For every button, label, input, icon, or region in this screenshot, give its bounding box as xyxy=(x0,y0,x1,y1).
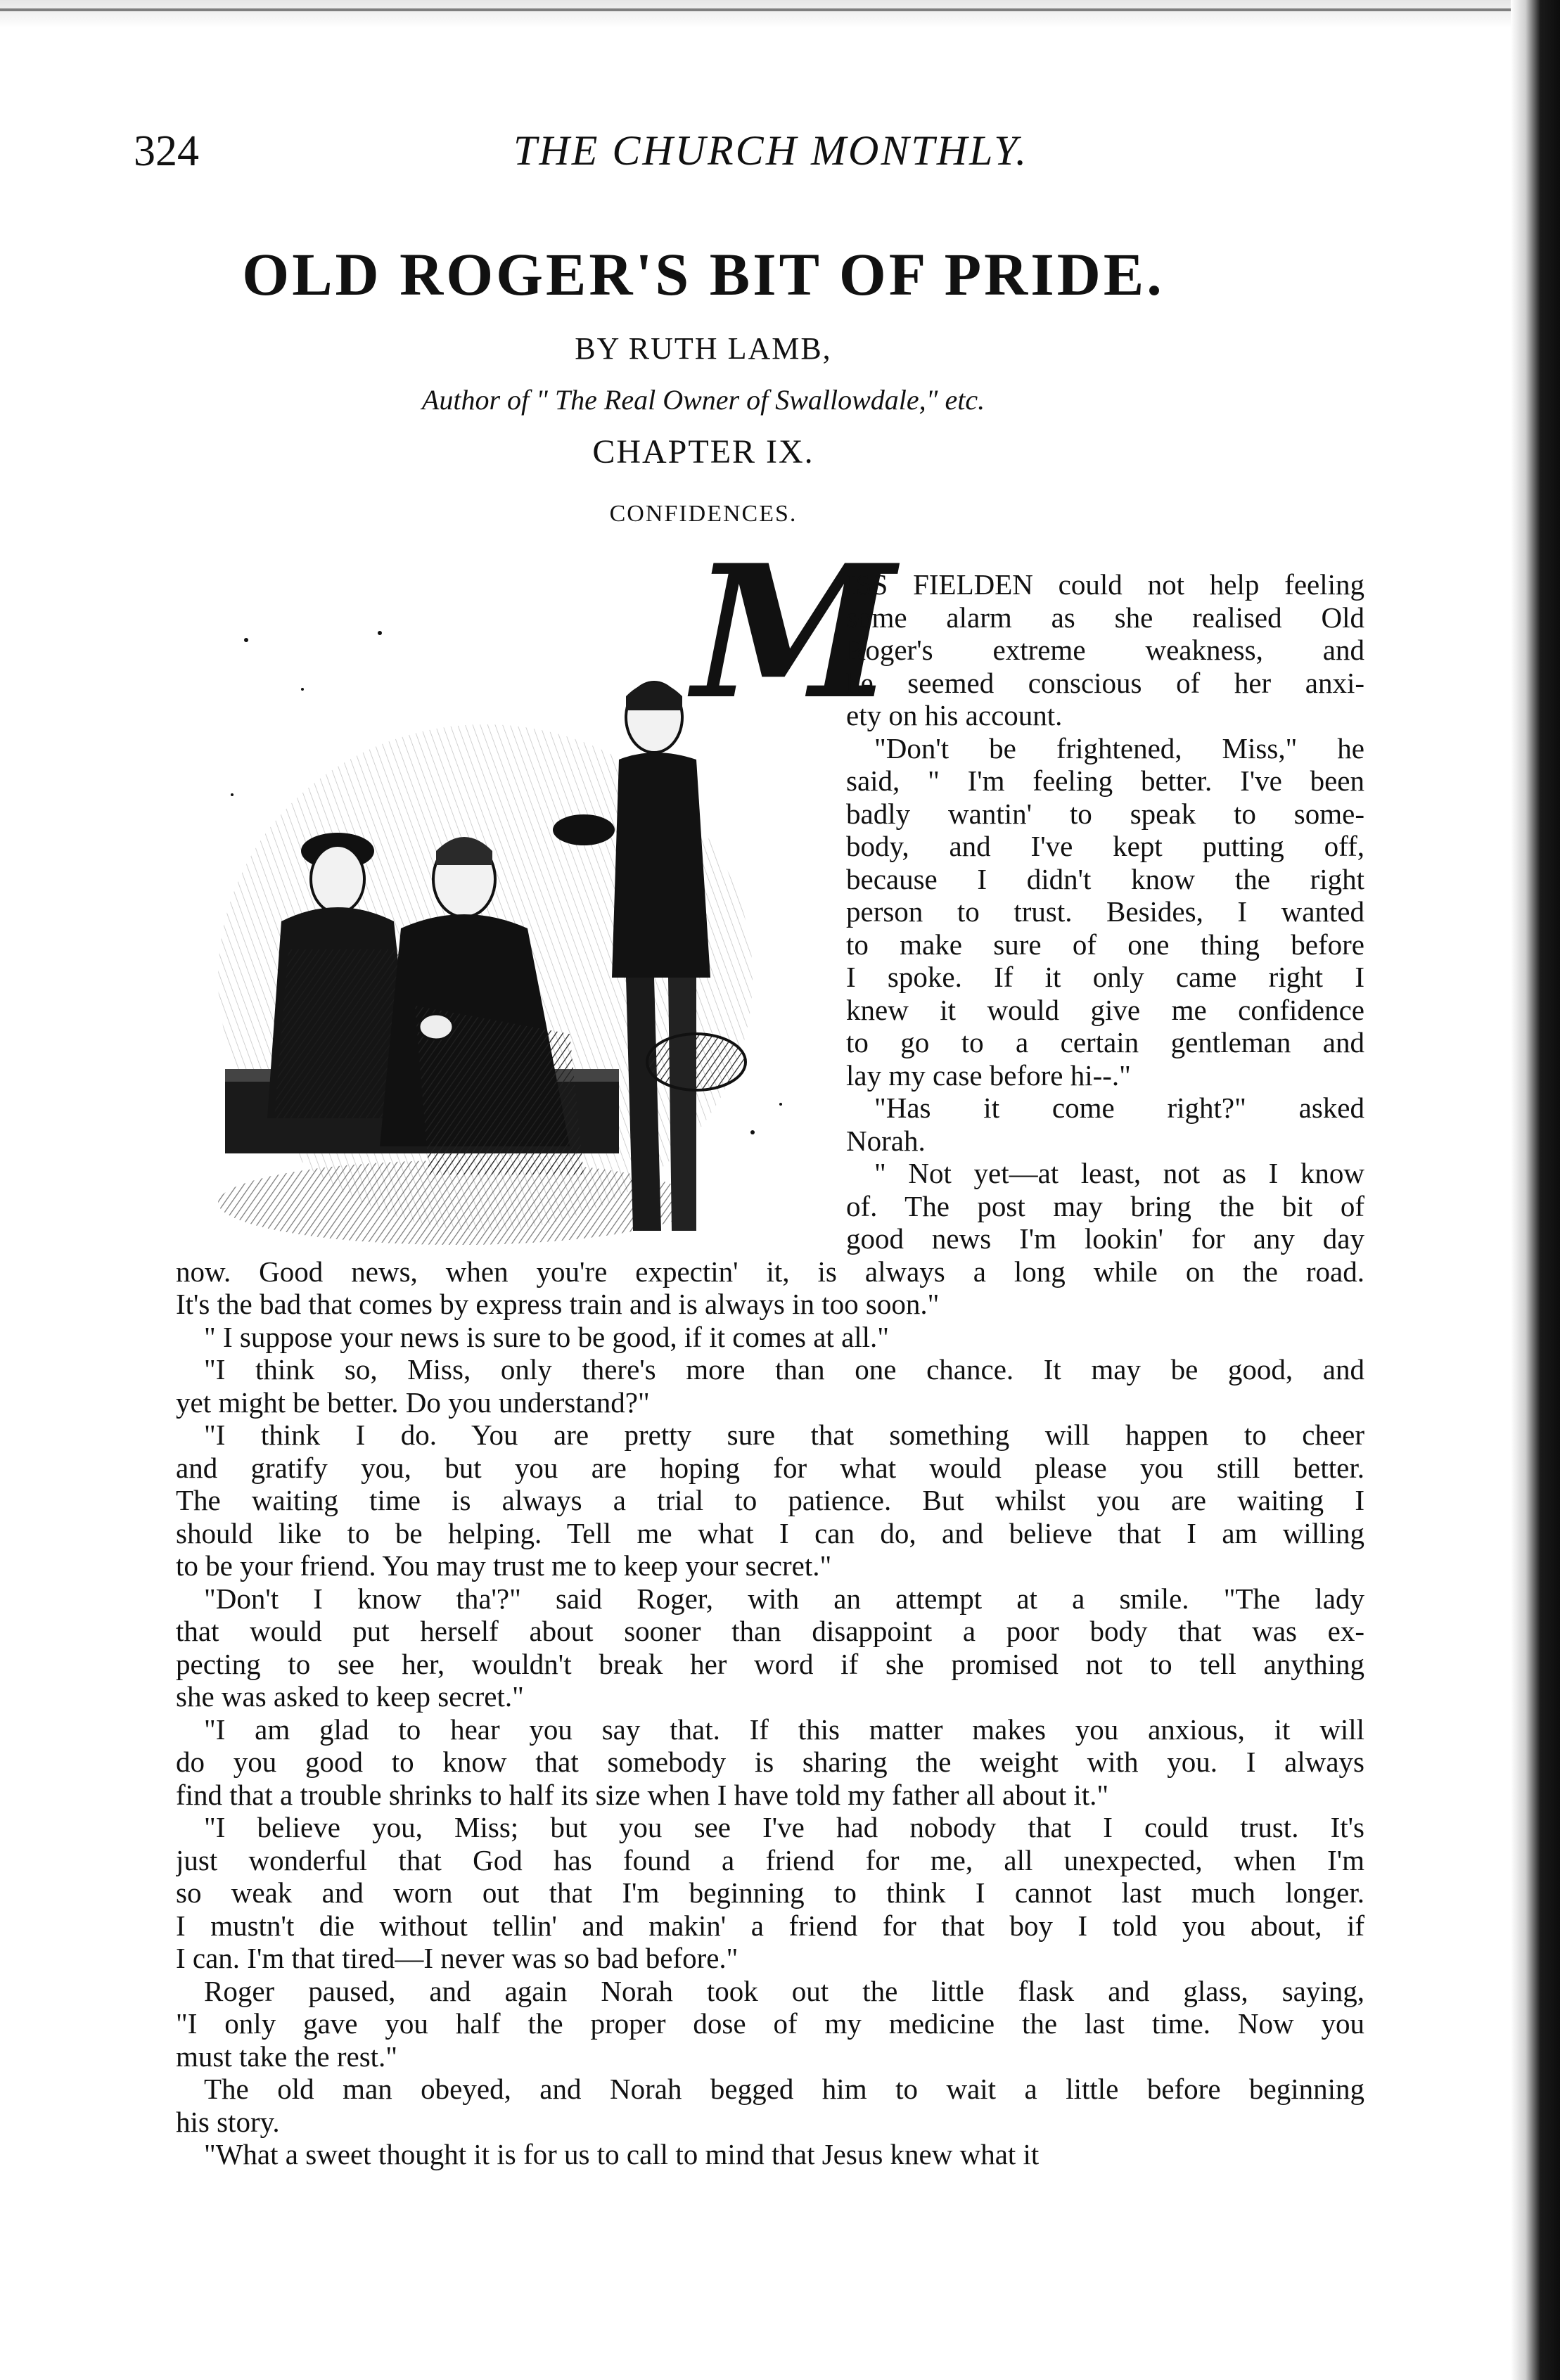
body-line: The waiting time is always a trial to patience. But whilst you are waiting I xyxy=(176,1484,1364,1516)
byline: BY RUTH LAMB, xyxy=(575,331,832,366)
body-line: of. The post may bring the bit of xyxy=(846,1189,1364,1222)
body-line: "Has it come right?" asked xyxy=(874,1092,1364,1124)
body-line: "I think I do. You are pretty sure that something will happen to cheer xyxy=(204,1419,1364,1451)
body-line: I can. I'm that tired—I never was so bad before." xyxy=(176,1942,739,1974)
page-number: 324 xyxy=(134,127,199,175)
body-line: that would put herself about sooner than disappoint a poor body that was ex- xyxy=(176,1615,1364,1647)
body-line: I mustn't die without tellin' and makin' a friend for that boy I told you about, if xyxy=(176,1909,1364,1942)
body-line: said, " I'm feeling better. I've been xyxy=(846,764,1364,797)
body-line: "I think so, Miss, only there's more than one chance. It may be good, and xyxy=(204,1353,1364,1386)
body-line: she was asked to keep secret." xyxy=(176,1680,524,1713)
body-line: knew it would give me confidence xyxy=(846,993,1364,1026)
body-line: "I am glad to hear you say that. If this matter makes you anxious, it will xyxy=(204,1713,1364,1746)
section-title: CONFIDENCES. xyxy=(609,501,798,527)
body-line: "I believe you, Miss; but you see I've had nobody that I could trust. It's xyxy=(204,1811,1364,1843)
chapter-heading: CHAPTER IX. xyxy=(592,433,814,471)
scan-edge-right xyxy=(1511,0,1560,2380)
body-line: his story. xyxy=(176,2105,280,2138)
body-line: yet might be better. Do you understand?" xyxy=(176,1386,650,1419)
running-head xyxy=(134,127,1329,183)
body-line: to be your friend. You may trust me to keep your secret." xyxy=(176,1549,832,1582)
body-line: pecting to see her, wouldn't break her word if she promised not to tell anything xyxy=(176,1647,1364,1680)
author-note: Author of " The Real Owner of Swallowdale," etc. xyxy=(421,384,985,416)
body-line: person to trust. Besides, I wanted xyxy=(846,895,1364,928)
body-line: " I suppose your news is sure to be good, if it comes at all." xyxy=(204,1320,890,1353)
body-line: Norah. xyxy=(846,1124,926,1157)
body-line: must take the rest." xyxy=(176,2040,398,2073)
body-line: just wonderful that God has found a friend for me, all unexpected, when I'm xyxy=(176,1843,1364,1876)
body-line: " Not yet—at least, not as I know xyxy=(874,1157,1364,1189)
body-line: because I didn't know the right xyxy=(846,862,1364,895)
body-line: lay my case before hi--." xyxy=(846,1058,1131,1092)
body-line: It's the bad that comes by express train and is always in too soon." xyxy=(176,1288,940,1320)
body-line: "What a sweet thought it is for us to call to mind that Jesus knew what it xyxy=(204,2138,1040,2170)
body-line: ISS FIELDEN could not help feeling xyxy=(846,568,1364,601)
body-line: now. Good news, when you're expectin' it, is always a long while on the road. xyxy=(176,1255,1364,1288)
drop-cap: M xyxy=(693,525,895,740)
body-line: I spoke. If it only came right I xyxy=(846,961,1364,993)
body-line: find that a trouble shrinks to half its size when I have told my father all about it." xyxy=(176,1778,1109,1811)
body-line: "Don't I know tha'?" said Roger, with an attempt at a smile. "The lady xyxy=(204,1582,1364,1615)
body-line: Roger's extreme weakness, and xyxy=(846,634,1364,666)
body-line: some alarm as she realised Old xyxy=(846,601,1364,634)
scan-edge-line xyxy=(0,8,1560,11)
body-line: to make sure of one thing before xyxy=(846,928,1364,961)
journal-title: THE CHURCH MONTHLY. xyxy=(513,127,1029,174)
body-line: do you good to know that somebody is sharing the weight with you. I always xyxy=(176,1746,1364,1778)
body-line: body, and I've kept putting off, xyxy=(846,830,1364,862)
body-line: should like to be helping. Tell me what I can do, and believe that I am willing xyxy=(176,1516,1364,1549)
body-line: to go to a certain gentleman and xyxy=(846,1026,1364,1058)
body-line: good news I'm lookin' for any day xyxy=(846,1222,1364,1255)
story-title: OLD ROGER'S BIT OF PRIDE. xyxy=(242,241,1165,308)
body-line: badly wantin' to speak to some- xyxy=(846,797,1364,830)
body-line: ety on his account. xyxy=(846,699,1063,731)
body-line: Roger paused, and again Norah took out the little flask and glass, saying, xyxy=(204,1974,1364,2007)
body-line: "Don't be frightened, Miss," he xyxy=(874,731,1364,764)
body-line: The old man obeyed, and Norah begged him to wait a little before beginning xyxy=(204,2073,1364,2105)
scan-edge-top xyxy=(0,0,1560,28)
body-line: so weak and worn out that I'm beginning to think I cannot last much longer. xyxy=(176,1876,1364,1909)
body-line: "I only gave you half the proper dose of my medicine the last time. Now you xyxy=(176,2007,1364,2040)
body-line: he seemed conscious of her anxi- xyxy=(846,666,1364,699)
body-line: and gratify you, but you are hoping for what would please you still better. xyxy=(176,1451,1364,1484)
